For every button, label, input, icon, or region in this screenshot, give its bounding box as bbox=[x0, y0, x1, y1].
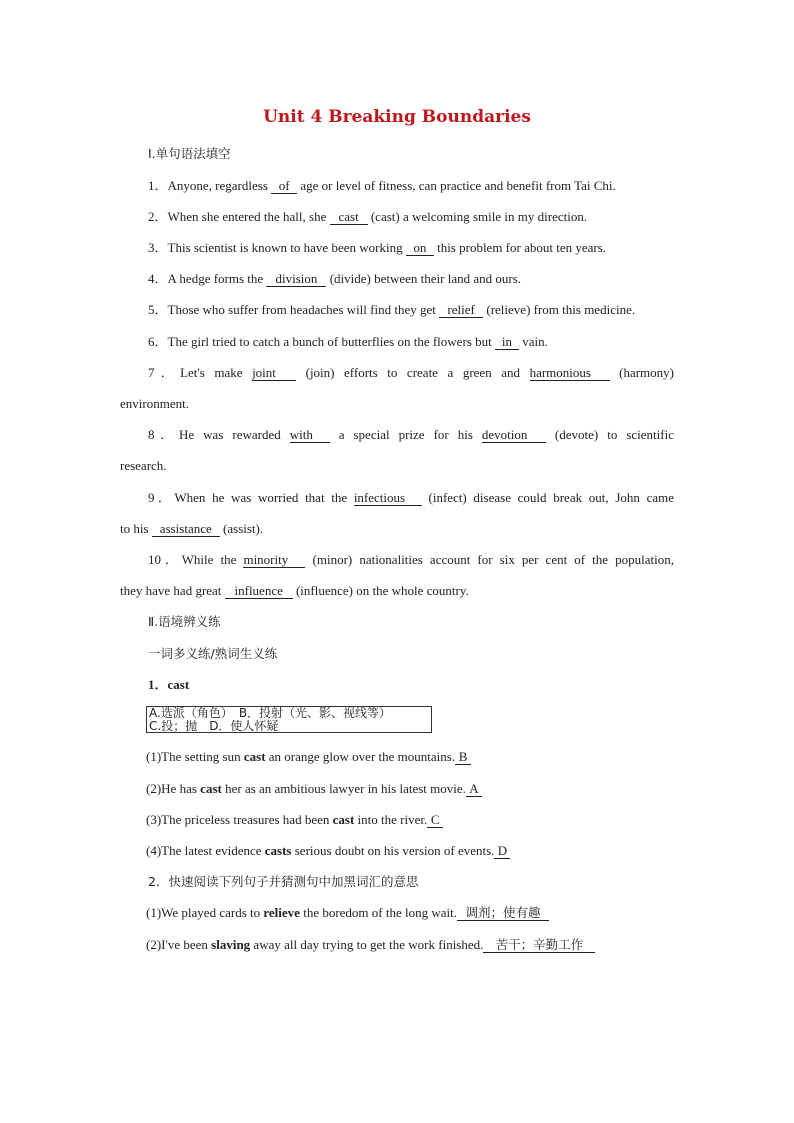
question-text: He was rewarded bbox=[179, 427, 281, 442]
question-6 bbox=[148, 334, 548, 350]
question-text: (harmony) bbox=[619, 365, 674, 380]
question-7-continued: environment. bbox=[120, 396, 189, 411]
sentence-text: I've been bbox=[161, 937, 208, 952]
options-line-1: A.选派（角色） B．投射（光、影、视线等） bbox=[149, 706, 392, 720]
item-2-label: 2．快速阅读下列句子并猜测句中加黑词汇的意思 bbox=[148, 874, 419, 889]
answer-blank: assistance bbox=[152, 522, 220, 537]
sentence-text: her as an ambitious lawyer in his latest movie. bbox=[225, 781, 466, 796]
item-1-sentence-3 bbox=[146, 812, 443, 828]
sentence-text: into the river. bbox=[357, 812, 428, 827]
answer-blank: influence bbox=[225, 584, 293, 599]
question-10-continued bbox=[120, 583, 469, 599]
keyword: casts bbox=[264, 843, 292, 858]
question-text: While the bbox=[181, 552, 237, 567]
question-text: they have had great bbox=[120, 583, 222, 598]
section-subheading: 一词多义练/熟词生义练 bbox=[148, 646, 278, 661]
question-number: 2． bbox=[148, 209, 168, 224]
question-text: Those who suffer from headaches will find they get bbox=[167, 302, 436, 317]
question-text: Let's make bbox=[180, 365, 243, 380]
question-text: When she entered the hall, she bbox=[167, 209, 327, 224]
question-text: (minor) nationalities account for six per cent of the population, bbox=[312, 552, 674, 567]
sentence-number: (1) bbox=[146, 905, 162, 920]
answer-blank: relief bbox=[439, 303, 483, 318]
answer-blank: of bbox=[271, 179, 297, 194]
sentence-text: We played cards to bbox=[161, 905, 261, 920]
answer-blank: 苦干；辛勤工作 bbox=[483, 938, 595, 953]
sentence-text: The priceless treasures had been bbox=[161, 812, 330, 827]
sentence-number: (3) bbox=[146, 812, 162, 827]
question-number: 4． bbox=[148, 271, 168, 286]
answer-blank: infectious bbox=[354, 491, 422, 506]
question-number: 7． bbox=[148, 365, 181, 380]
question-text: (relieve) from this medicine. bbox=[486, 302, 636, 317]
answer-blank: A bbox=[466, 782, 482, 797]
keyword: cast bbox=[332, 812, 355, 827]
answer-blank: in bbox=[495, 335, 519, 350]
item-1-label: 1．cast bbox=[148, 677, 190, 692]
answer-blank: 调剂；使有趣 bbox=[457, 906, 549, 921]
question-number: 3． bbox=[148, 240, 168, 255]
sentence-text: The latest evidence bbox=[161, 843, 262, 858]
question-2 bbox=[148, 209, 587, 225]
question-8 bbox=[148, 427, 674, 443]
keyword: cast bbox=[243, 749, 266, 764]
item-1-sentence-4 bbox=[146, 843, 510, 859]
question-text: Anyone, regardless bbox=[167, 178, 268, 193]
question-text: (join) efforts to create a green and bbox=[305, 365, 521, 380]
question-text: This scientist is known to have been working bbox=[167, 240, 403, 255]
question-text: (influence) on the whole country. bbox=[295, 583, 469, 598]
sentence-number: (2) bbox=[146, 937, 162, 952]
item-1-sentence-1 bbox=[146, 749, 471, 765]
keyword: relieve bbox=[263, 905, 300, 920]
question-text: (devote) to scientific bbox=[554, 427, 674, 442]
answer-blank: cast bbox=[330, 210, 368, 225]
question-number: 9． bbox=[148, 490, 175, 505]
question-3 bbox=[148, 240, 606, 256]
answer-blank: with bbox=[290, 428, 330, 443]
section-heading-2: Ⅱ.语境辨义练 bbox=[148, 614, 221, 629]
question-number: 1． bbox=[148, 178, 168, 193]
question-5 bbox=[148, 302, 635, 318]
answer-blank: harmonious bbox=[530, 366, 610, 381]
item-2-sentence-2 bbox=[146, 937, 595, 953]
question-9-continued bbox=[120, 521, 263, 537]
question-text: (infect) disease could break out, John came bbox=[428, 490, 674, 505]
answer-blank: minority bbox=[243, 553, 305, 568]
question-text: The girl tried to catch a bunch of butterflies on the flowers but bbox=[167, 334, 492, 349]
options-box bbox=[146, 706, 432, 733]
question-text: this problem for about ten years. bbox=[437, 240, 607, 255]
question-number: 10． bbox=[148, 552, 182, 567]
question-number: 8． bbox=[148, 427, 179, 442]
answer-blank: C bbox=[427, 813, 443, 828]
question-text: (assist). bbox=[223, 521, 264, 536]
question-1 bbox=[148, 178, 616, 194]
question-4 bbox=[148, 271, 521, 287]
question-text: a special prize for his bbox=[338, 427, 473, 442]
answer-blank: B bbox=[455, 750, 471, 765]
question-7 bbox=[148, 365, 674, 381]
question-8-continued: research. bbox=[120, 458, 167, 473]
page-title: Unit 4 Breaking Boundaries bbox=[263, 107, 531, 127]
sentence-text: He has bbox=[161, 781, 197, 796]
question-text: A hedge forms the bbox=[167, 271, 264, 286]
question-text: age or level of fitness, can practice and benefit from Tai Chi. bbox=[300, 178, 616, 193]
answer-blank: D bbox=[494, 844, 510, 859]
section-heading-1: Ⅰ.单句语法填空 bbox=[148, 146, 231, 161]
options-line-2: C.投；抛 D．使人怀疑 bbox=[149, 719, 279, 733]
answer-blank: devotion bbox=[482, 428, 546, 443]
question-number: 6． bbox=[148, 334, 168, 349]
sentence-number: (4) bbox=[146, 843, 162, 858]
keyword: cast bbox=[200, 781, 222, 796]
question-text: vain. bbox=[522, 334, 548, 349]
question-10 bbox=[148, 552, 674, 568]
question-text: to his bbox=[120, 521, 149, 536]
answer-blank: joint bbox=[252, 366, 296, 381]
item-1-sentence-2 bbox=[146, 781, 482, 797]
answer-blank: on bbox=[406, 241, 434, 256]
sentence-text: serious doubt on his version of events. bbox=[294, 843, 495, 858]
sentence-text: the boredom of the long wait. bbox=[303, 905, 458, 920]
sentence-text: The setting sun bbox=[161, 749, 241, 764]
sentence-number: (1) bbox=[146, 749, 162, 764]
question-text: (divide) between their land and ours. bbox=[329, 271, 522, 286]
question-number: 5． bbox=[148, 302, 168, 317]
answer-blank: division bbox=[266, 272, 326, 287]
sentence-text: an orange glow over the mountains. bbox=[268, 749, 456, 764]
item-2-sentence-1 bbox=[146, 905, 549, 921]
sentence-number: (2) bbox=[146, 781, 162, 796]
question-9 bbox=[148, 490, 674, 506]
sentence-text: away all day trying to get the work finished. bbox=[253, 937, 484, 952]
question-text: When he was worried that the bbox=[174, 490, 348, 505]
question-text: (cast) a welcoming smile in my direction. bbox=[370, 209, 588, 224]
keyword: slaving bbox=[211, 937, 251, 952]
